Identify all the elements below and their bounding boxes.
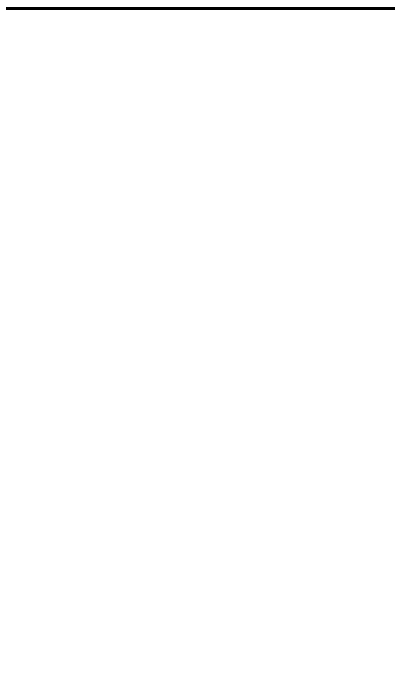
article-headline <box>6 4 395 10</box>
